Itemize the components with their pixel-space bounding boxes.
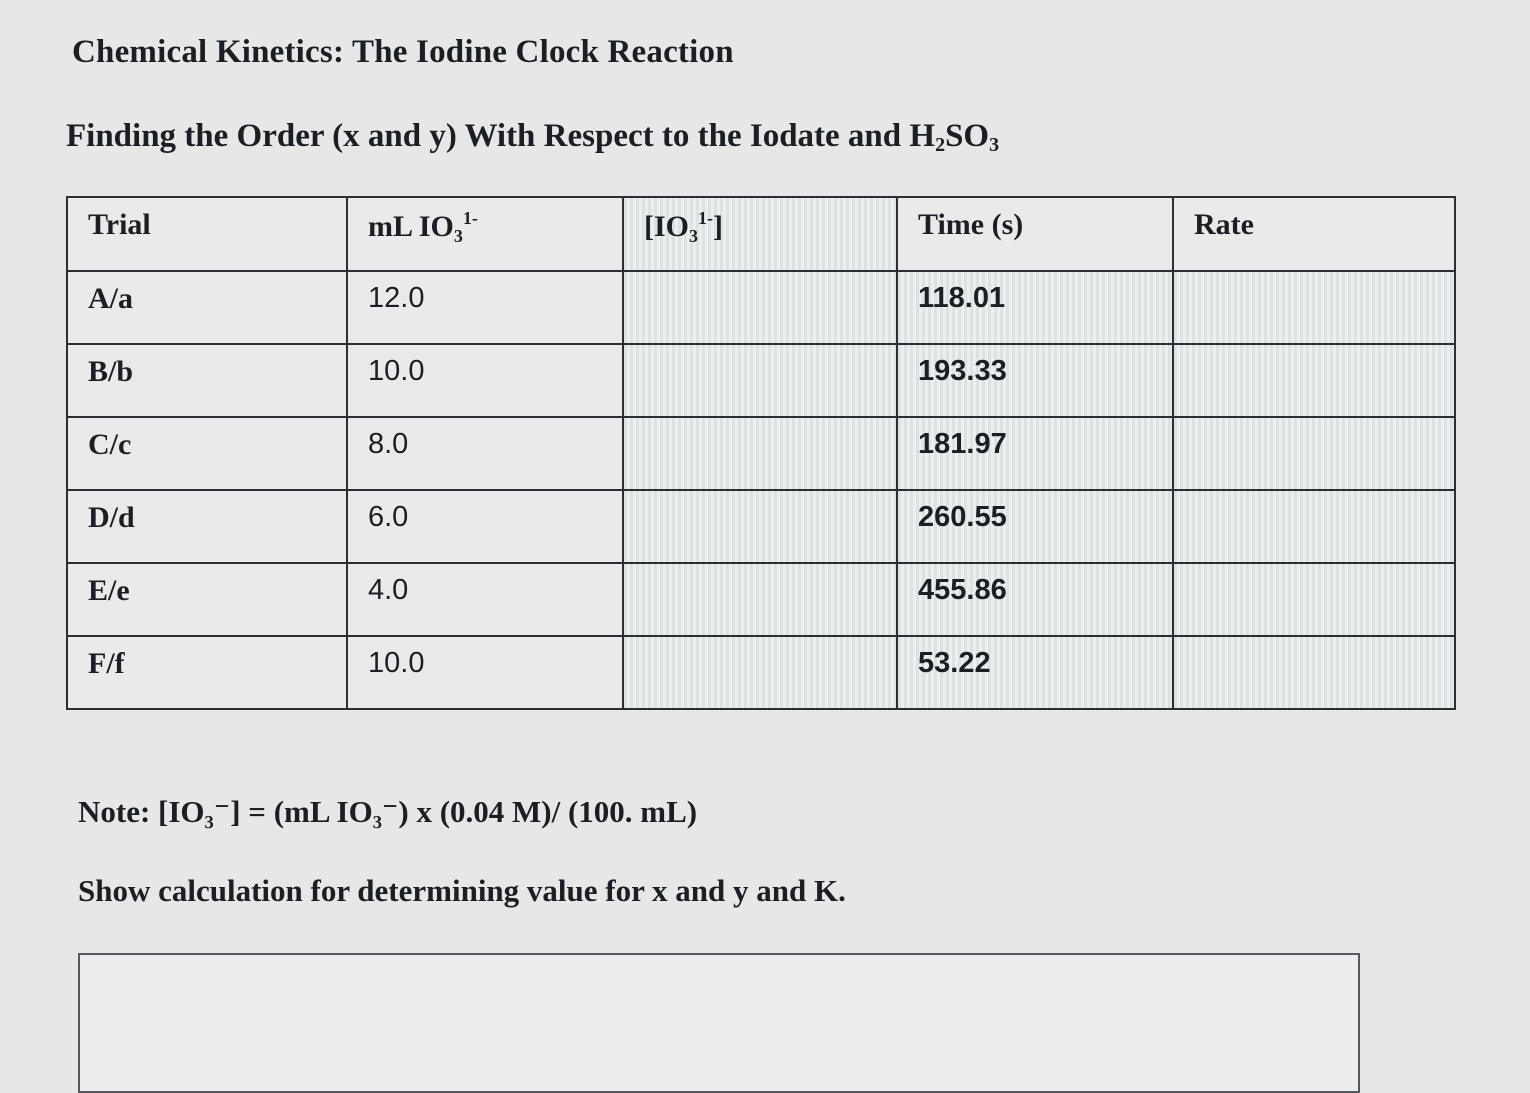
section-heading-sub-2: 3 [989,134,1000,156]
header-conc-sup: 1- [698,208,713,228]
rate-cell[interactable] [1173,490,1455,563]
page-title: Chemical Kinetics: The Iodine Clock Reaction [72,34,734,70]
instruction-text: Show calculation for determining value for x and y and K. [78,873,846,908]
section-heading [66,118,999,157]
trial-cell: B/b [67,344,347,417]
section-heading-sub-1: 2 [935,134,946,156]
time-cell: 181.97 [897,417,1173,490]
ml-cell: 12.0 [347,271,623,344]
concentration-cell[interactable] [623,344,897,417]
ml-cell: 6.0 [347,490,623,563]
table-row [67,563,1455,636]
trial-cell: D/d [67,490,347,563]
header-iodate-concentration [623,197,897,271]
rate-cell[interactable] [1173,563,1455,636]
answer-text-box[interactable] [78,953,1360,1093]
rate-cell[interactable] [1173,636,1455,709]
header-conc-sub: 3 [689,226,698,246]
header-conc-close: ] [713,210,723,243]
trial-cell: E/e [67,563,347,636]
section-heading-text: Finding the Order (x and y) With Respect to the Iodate and H [66,118,936,154]
rate-cell[interactable] [1173,271,1455,344]
header-time: Time (s) [897,197,1173,271]
time-cell: 53.22 [897,636,1173,709]
concentration-note: Note: [IO₃⁻] = (mL IO₃⁻) x (0.04 M)/ (100. mL) [78,794,698,829]
rate-cell[interactable] [1173,344,1455,417]
trial-cell: A/a [67,271,347,344]
header-ml-base: mL IO [368,210,454,243]
header-ml-sub: 3 [453,226,463,246]
section-heading-mid: SO [945,118,990,154]
header-conc-open: [IO [644,210,689,243]
ml-cell: 10.0 [347,636,623,709]
concentration-cell[interactable] [623,563,897,636]
time-cell: 455.86 [897,563,1173,636]
concentration-cell[interactable] [623,271,897,344]
data-table [66,196,1456,710]
concentration-cell[interactable] [623,490,897,563]
header-rate: Rate [1173,197,1455,271]
concentration-cell[interactable] [623,636,897,709]
ml-cell: 4.0 [347,563,623,636]
table-row [67,417,1455,490]
header-ml-sup: 1- [462,208,478,228]
header-trial: Trial [67,197,347,271]
concentration-cell[interactable] [623,417,897,490]
table-row [67,271,1455,344]
time-cell: 193.33 [897,344,1173,417]
ml-cell: 8.0 [347,417,623,490]
table-row [67,344,1455,417]
time-cell: 260.55 [897,490,1173,563]
table-header-row [67,197,1455,271]
trial-cell: F/f [67,636,347,709]
trial-cell: C/c [67,417,347,490]
rate-cell[interactable] [1173,417,1455,490]
time-cell: 118.01 [897,271,1173,344]
table-row [67,636,1455,709]
table-row [67,490,1455,563]
ml-cell: 10.0 [347,344,623,417]
header-ml-iodate [347,197,623,271]
